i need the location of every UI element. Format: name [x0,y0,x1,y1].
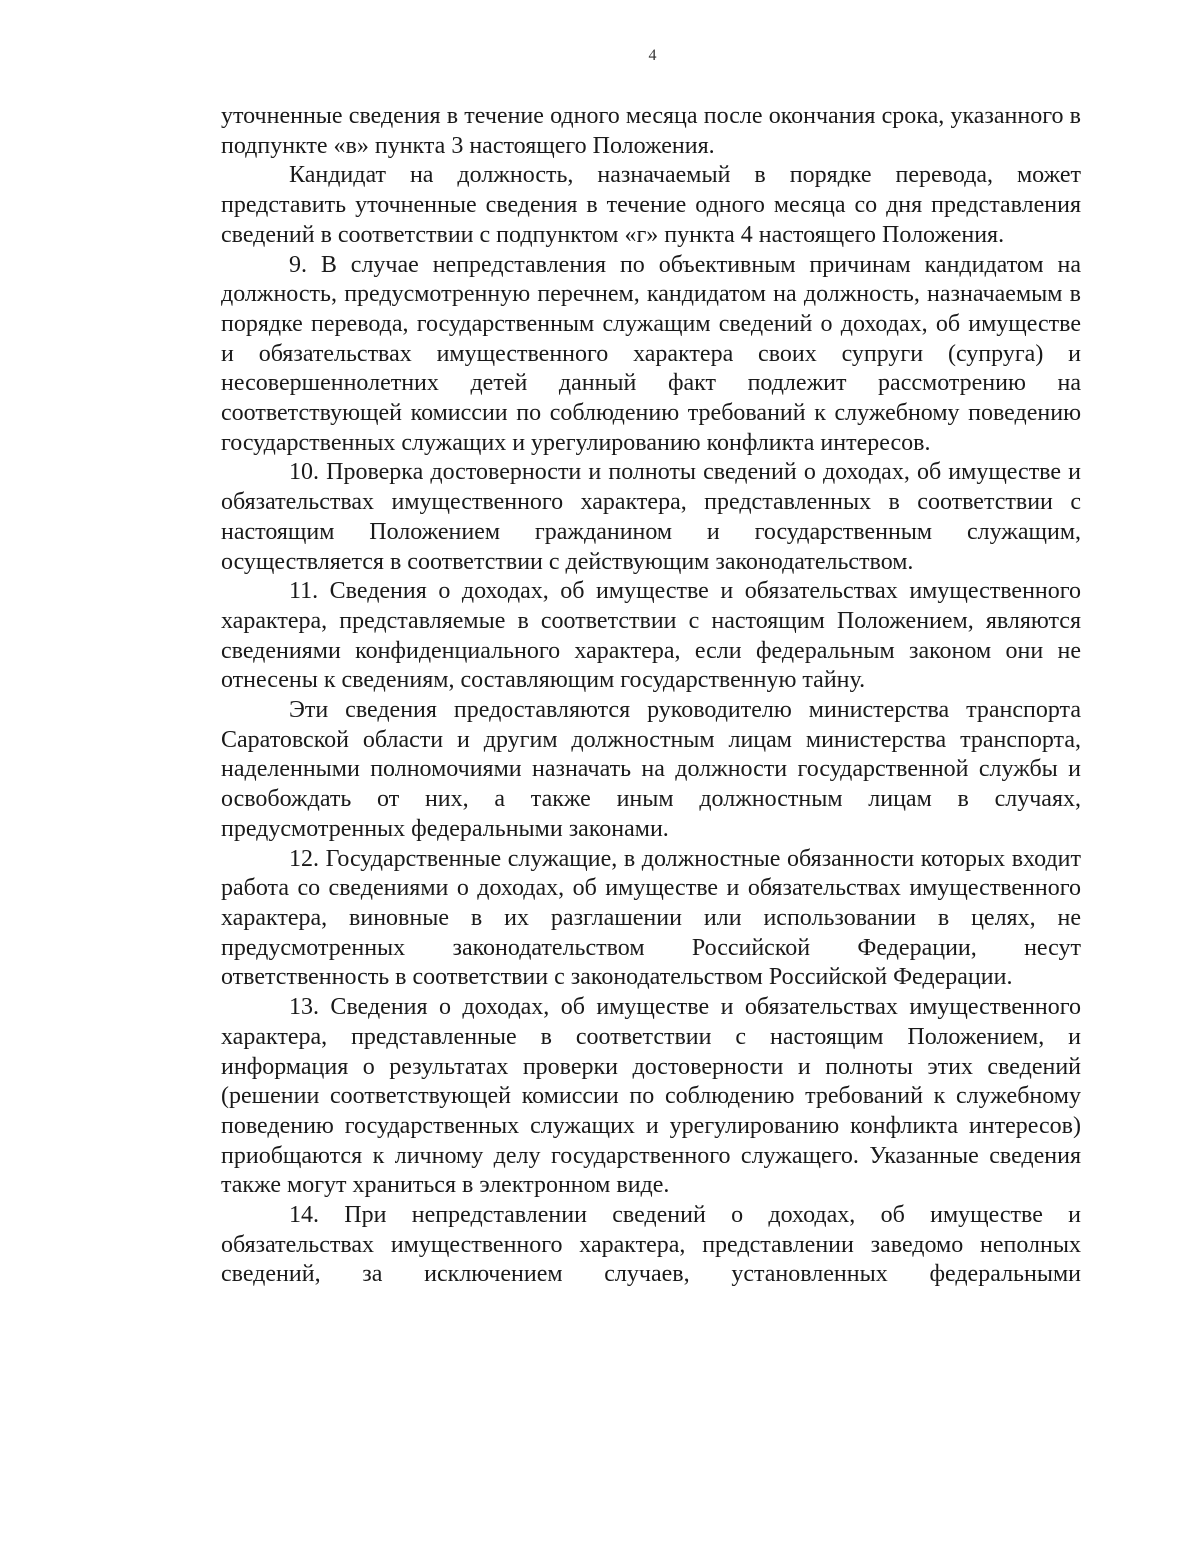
paragraph-10: 10. Проверка достоверности и полноты сведений о доходах, об имуществе и обязательствах имущественного характера, представленных в соответствии с настоящим Положением гражданином и государственным служащим, осуществляется в соответствии с действующим законодательством. [221,459,1081,575]
page-number: 4 [648,47,657,64]
paragraph-candidate-transfer: Кандидат на должность, назначаемый в порядке перевода, может представить уточненные сведения в течение одного месяца со дня представления сведений в соответствии с подпунктом «г» пункта 4 настоящего Положения. [221,162,1081,248]
paragraph-13: 13. Сведения о доходах, об имуществе и обязательствах имущественного характера, представленные в соответствии с настоящим Положением, и информация о результатах проверки достоверности и полноты этих сведений (решении соответствующей комиссии по соблюдению требований к служебному поведению государственных служащих и урегулированию конфликта интересов) приобщаются к личному делу государственного служащего. Указанные сведения также могут храниться в электронном виде. [221,994,1081,1199]
document-body [221,102,1081,1290]
paragraph-11: 11. Сведения о доходах, об имуществе и обязательствах имущественного характера, представляемые в соответствии с настоящим Положением, являются сведениями конфиденциального характера, если федеральным законом они не отнесены к сведениям, составляющим государственную тайну. [221,578,1081,694]
paragraph-9: 9. В случае непредставления по объективным причинам кандидатом на должность, предусмотренную перечнем, кандидатом на должность, назначаемым в порядке перевода, государственным служащим сведений о доходах, об имуществе и обязательствах имущественного характера своих супруги (супруга) и несовершеннолетних детей данный факт подлежит рассмотрению на соответствующей комиссии по соблюдению требований к служебному поведению государственных служащих и урегулированию конфликта интересов. [221,251,1081,456]
paragraph-12: 12. Государственные служащие, в должностные обязанности которых входит работа со сведениями о доходах, об имуществе и обязательствах имущественного характера, виновные в их разглашении или использовании в целях, не предусмотренных законодательством Российской Федерации, несут ответственность в соответствии с законодательством Российской Федерации. [221,845,1081,991]
paragraph-continuation: уточненные сведения в течение одного месяца после окончания срока, указанного в подпункте «в» пункта 3 настоящего Положения. [221,103,1081,159]
paragraph-14: 14. При непредставлении сведений о доходах, об имуществе и обязательствах имущественного характера, представлении заведомо неполных сведений, за исключением случаев, установленных федеральными [221,1202,1081,1288]
paragraph-11-provision: Эти сведения предоставляются руководителю министерства транспорта Саратовской области и другим должностным лицам министерства транспорта, наделенными полномочиями назначать на должности государственной службы и освобождать от них, а также иным должностным лицам в случаях, предусмотренных федеральными законами. [221,697,1081,842]
